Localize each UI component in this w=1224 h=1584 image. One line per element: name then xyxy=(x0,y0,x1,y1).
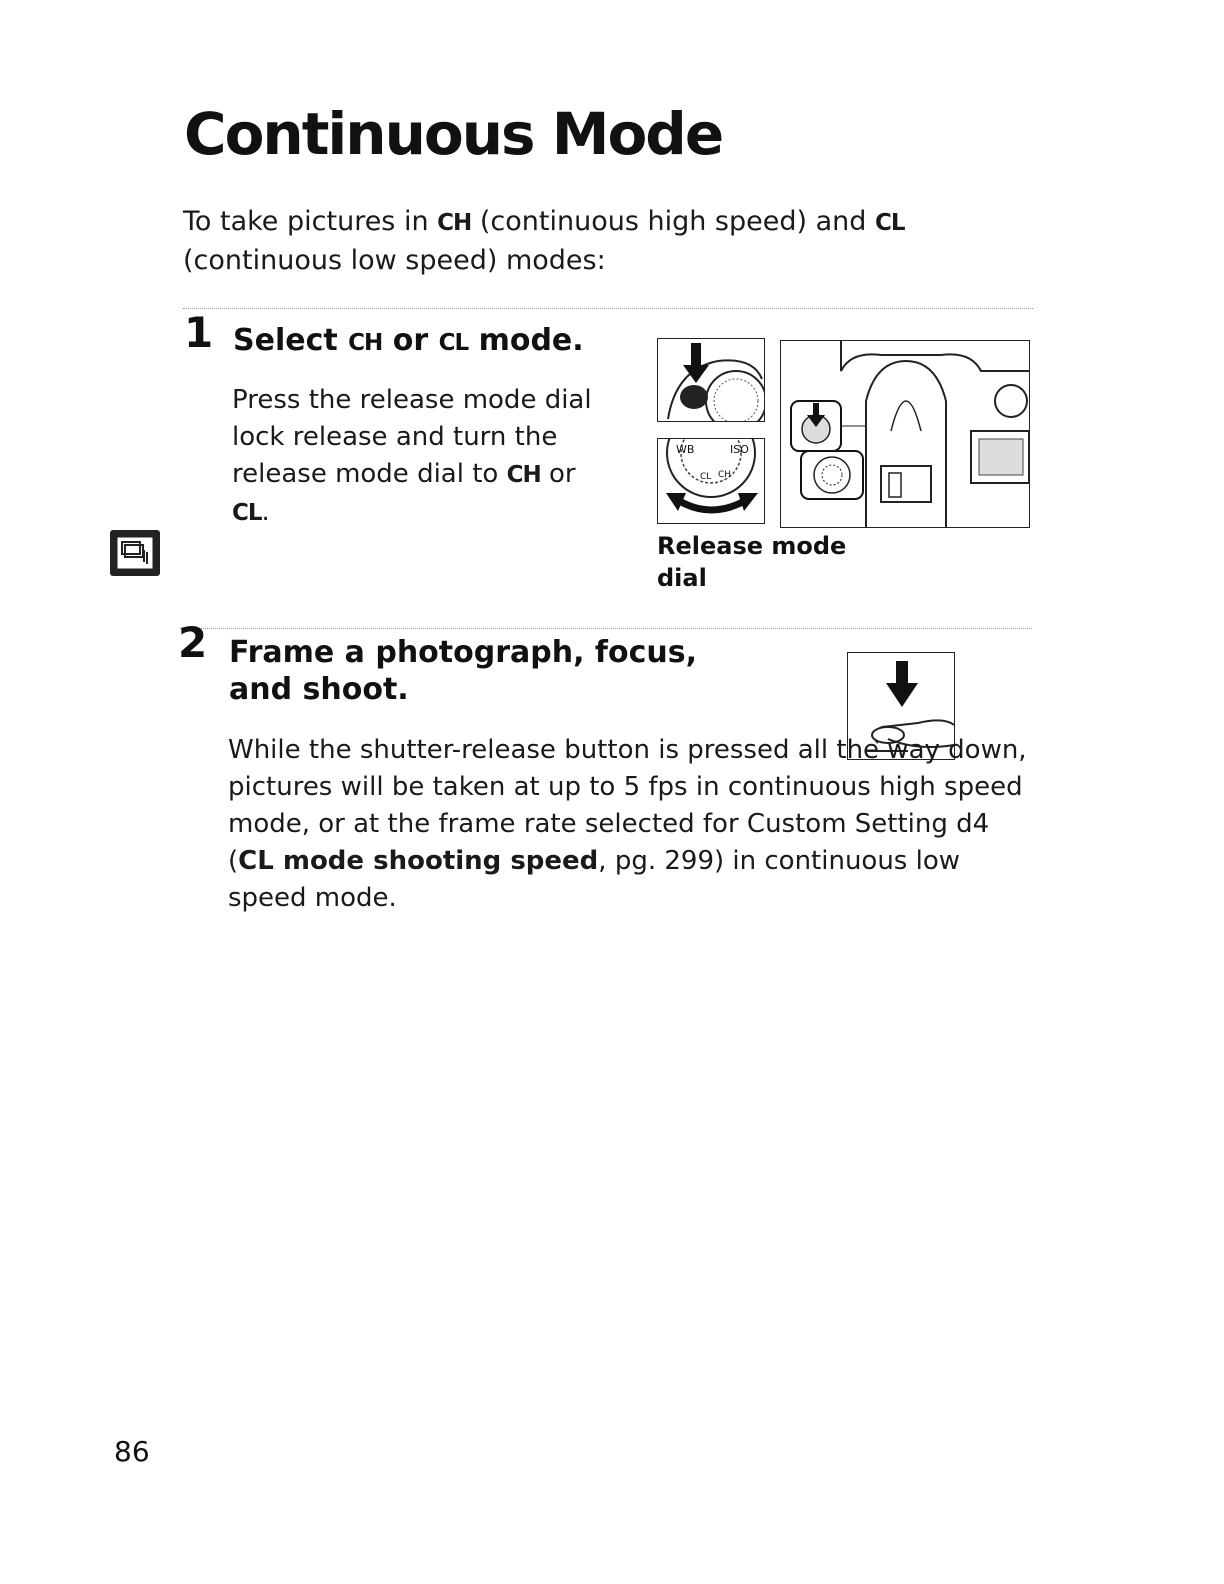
cl-mode-symbol: CL xyxy=(875,210,905,236)
page-number: 86 xyxy=(114,1435,150,1468)
step2-heading: Frame a photograph, focus, and shoot. xyxy=(229,635,697,707)
dial-lock-release-illustration xyxy=(657,338,765,422)
step2-number: 2 xyxy=(178,618,208,667)
intro-text-1: To take pictures in xyxy=(183,206,438,237)
intro-text-2: (continuous high speed) and xyxy=(471,206,875,237)
dial-label-cl: CL xyxy=(700,472,712,482)
step1-heading: Select CH or CL mode. xyxy=(233,323,584,358)
ch-mode-symbol: CH xyxy=(348,330,383,356)
intro-text-3: (continuous low speed) modes: xyxy=(183,245,606,276)
release-mode-dial-caption: Release mode dial xyxy=(657,532,847,592)
ch-mode-symbol: CH xyxy=(506,462,541,488)
step2-body: While the shutter-release button is pressed all the way down, pictures will be taken at up to 5 fps in continuous high speed mode, or at the frame rate selected for Custom Setting d4 (CL mode shooting speed, pg. 299) in continuous low speed mode. xyxy=(228,735,1027,913)
step2-divider xyxy=(180,628,1032,629)
step1-body: Press the release mode dial lock release and turn the release mode dial to CH or CL. xyxy=(232,385,592,527)
step1-divider xyxy=(183,308,1033,309)
continuous-mode-icon xyxy=(110,530,160,576)
intro-paragraph xyxy=(183,203,1033,280)
dial-turn-illustration xyxy=(657,438,765,524)
custom-setting-name: CL mode shooting speed xyxy=(238,846,599,876)
dial-label-wb: WB xyxy=(676,443,695,456)
dial-label-ch: CH xyxy=(718,470,732,480)
page-title: Continuous Mode xyxy=(184,100,723,168)
cl-mode-symbol: CL xyxy=(438,330,469,356)
cl-mode-symbol: CL xyxy=(232,500,262,526)
dial-label-iso: ISO xyxy=(730,443,749,456)
ch-mode-symbol: CH xyxy=(437,210,472,236)
camera-top-illustration xyxy=(780,340,1030,528)
step1-number: 1 xyxy=(184,308,214,357)
